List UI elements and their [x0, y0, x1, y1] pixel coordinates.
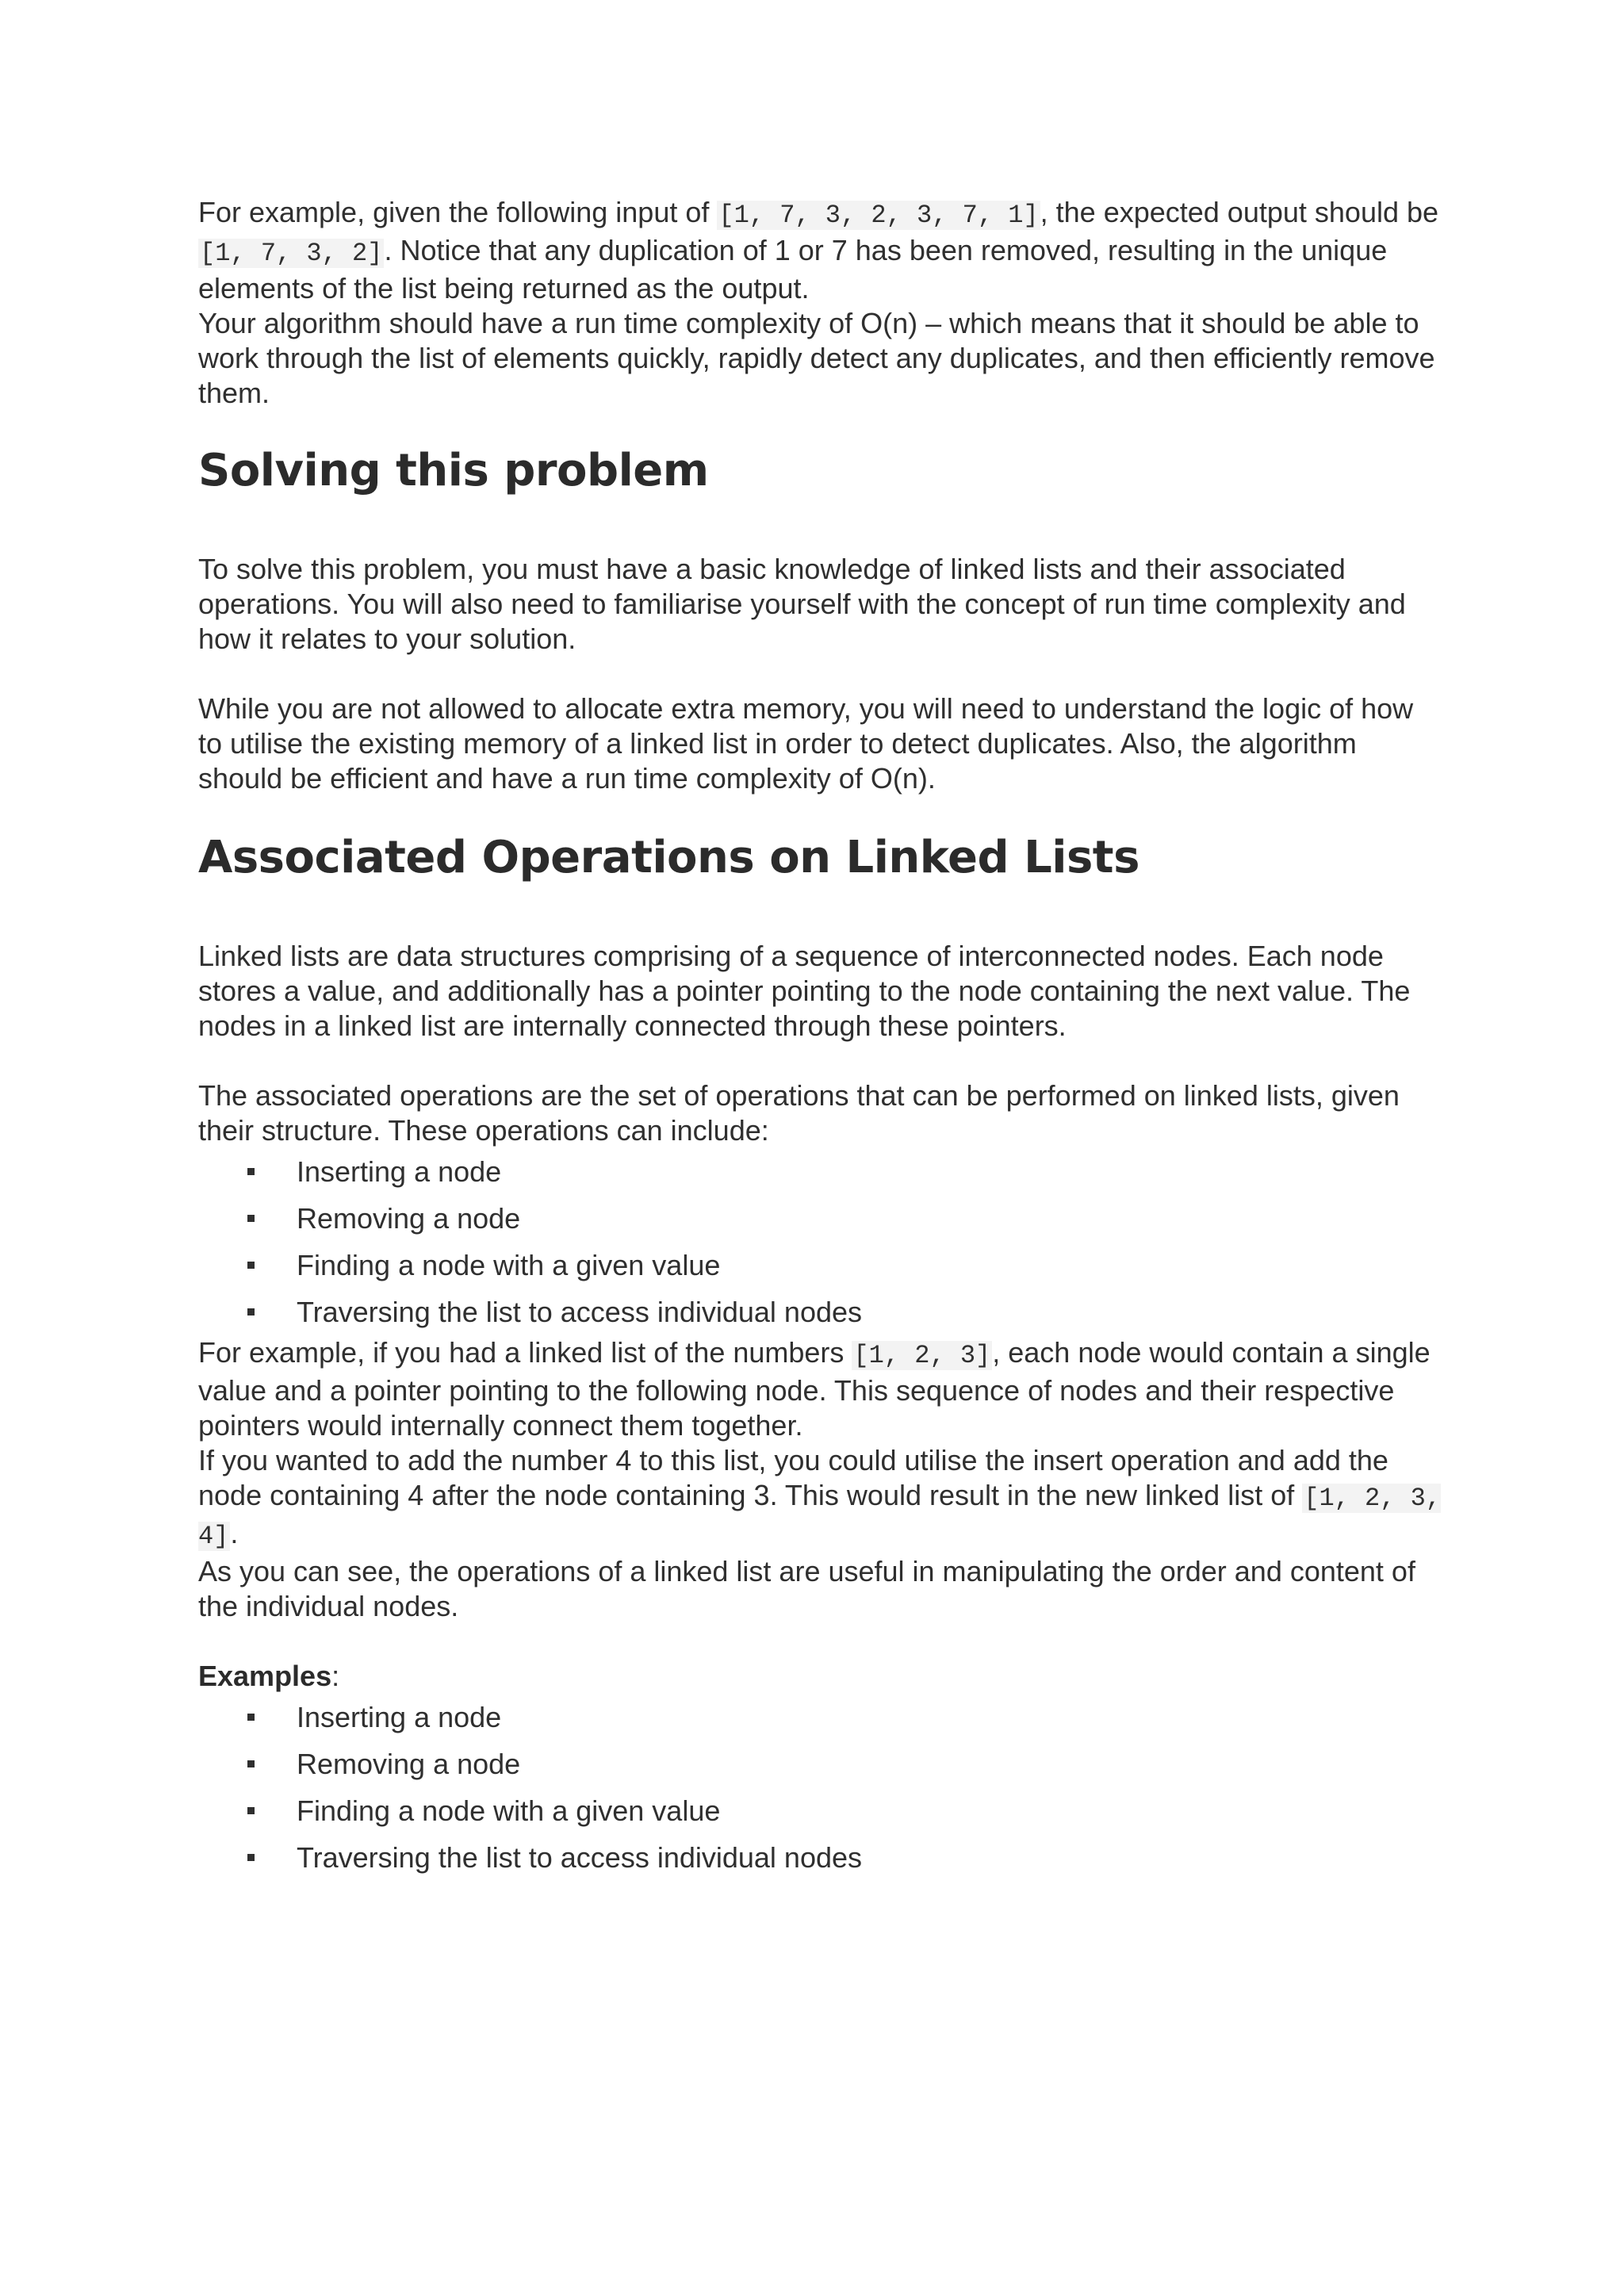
examples-list	[198, 1694, 1445, 1881]
list-item: Traversing the list to access individual nodes	[198, 1834, 1445, 1881]
list-item: Removing a node	[198, 1741, 1445, 1787]
square-bullet-icon	[247, 1854, 255, 1861]
associated-paragraph-2: The associated operations are the set of operations that can be performed on linked lists, given their structure. These operations can include:	[198, 1079, 1400, 1147]
square-bullet-icon	[247, 1262, 255, 1269]
solving-paragraph-2: While you are not allowed to allocate extra memory, you will need to understand the logic of how to utilise the existing memory of a linked list in order to detect duplicates. Also, the algorithm should be efficient and have a run time complexity of O(n).	[198, 692, 1414, 795]
square-bullet-icon	[247, 1714, 255, 1721]
intro-text-c: . Notice that any duplication of 1 or 7 has been removed, resulting in the unique elements of the list being returned as the output.	[198, 234, 1388, 304]
intro-text-b: , the expected output should be	[1040, 196, 1439, 228]
solving-paragraph-1: To solve this problem, you must have a basic knowledge of linked lists and their associated operations. You will also need to familiarise yourself with the concept of run time complexity and how it relates to your solution.	[198, 553, 1406, 655]
square-bullet-icon	[247, 1168, 255, 1175]
associated-paragraph-3: For example, if you had a linked list of the numbers [1, 2, 3], each node would contain a single value and a pointer pointing to the following node. This sequence of nodes and their respective pointers would internally connect them together.	[198, 1336, 1431, 1442]
solving-heading: Solving this problem	[198, 445, 709, 496]
square-bullet-icon	[247, 1760, 255, 1767]
list-example-code: [1, 2, 3]	[853, 1341, 991, 1370]
new-list-example-code: [1, 2, 3, 4]	[198, 1484, 1442, 1551]
list-item: Inserting a node	[198, 1148, 1445, 1195]
input-example-code: [1, 7, 3, 2, 3, 7, 1]	[718, 201, 1039, 230]
associated-paragraph-1: Linked lists are data structures comprising of a sequence of interconnected nodes. Each node stores a value, and additionally has a pointer pointing to the node containing the next value. The nodes in a linked list are internally connected through these pointers.	[198, 940, 1411, 1042]
square-bullet-icon	[247, 1807, 255, 1814]
list-item: Removing a node	[198, 1195, 1445, 1242]
list-item: Finding a node with a given value	[198, 1787, 1445, 1834]
intro-text-a: For example, given the following input of	[198, 196, 718, 228]
associated-paragraph-5: As you can see, the operations of a linked list are useful in manipulating the order and content of the individual nodes.	[198, 1555, 1415, 1622]
square-bullet-icon	[247, 1215, 255, 1222]
associated-operations-heading: Associated Operations on Linked Lists	[198, 832, 1139, 883]
operations-list	[198, 1148, 1445, 1335]
examples-label: Examples:	[198, 1660, 340, 1692]
document-page	[198, 195, 1445, 1881]
output-example-code: [1, 7, 3, 2]	[200, 239, 383, 268]
associated-paragraph-4: If you wanted to add the number 4 to this list, you could utilise the insert operation and add the node containing 4 after the node containing 3. This would result in the new linked list of [1, 2, 3, 4].	[198, 1444, 1442, 1551]
list-item: Inserting a node	[198, 1694, 1445, 1741]
square-bullet-icon	[247, 1308, 255, 1316]
intro-paragraph-1	[198, 195, 1445, 306]
list-item: Traversing the list to access individual nodes	[198, 1289, 1445, 1335]
intro-paragraph-2: Your algorithm should have a run time complexity of O(n) – which means that it should be able to work through the list of elements quickly, rapidly detect any duplicates, and then efficiently remove them.	[198, 307, 1435, 409]
list-item: Finding a node with a given value	[198, 1242, 1445, 1289]
